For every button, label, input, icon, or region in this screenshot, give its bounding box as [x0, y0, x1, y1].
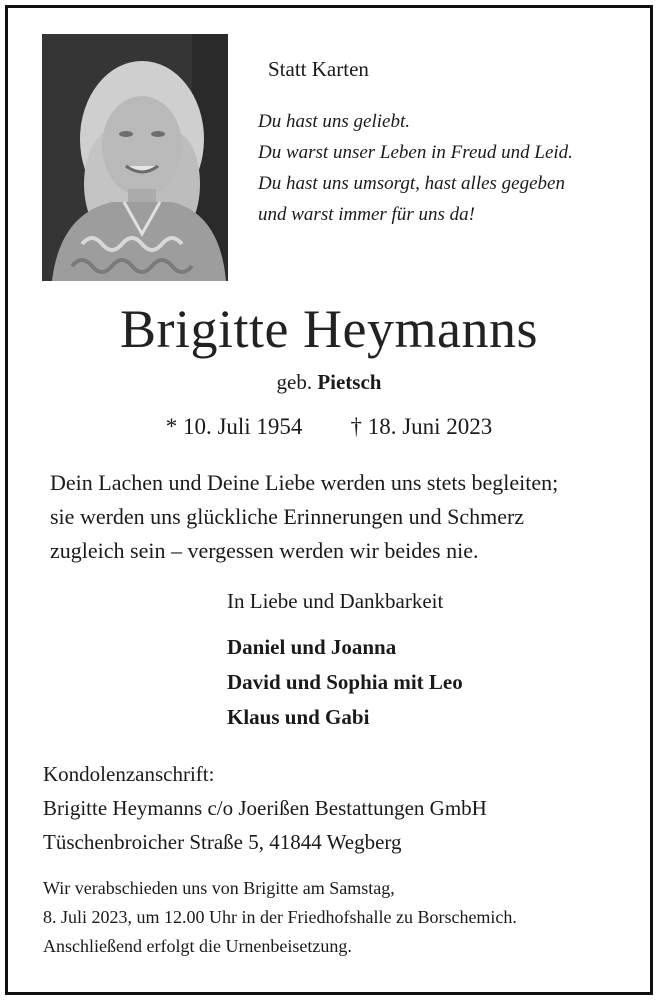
born-prefix: geb. — [276, 370, 313, 394]
verse-line: zugleich sein – vergessen werden wir beides nie. — [50, 538, 479, 563]
poem-line: Du warst unser Leben in Freud und Leid. — [258, 142, 573, 163]
mourner-name: David und Sophia mit Leo — [227, 670, 463, 694]
mourners-intro: In Liebe und Dankbarkeit — [227, 589, 444, 613]
condolence-address — [43, 757, 487, 859]
service-line: 8. Juli 2023, um 12.00 Uhr in der Friedhofshalle zu Borschemich. — [43, 907, 517, 927]
intro-text: Statt Karten — [268, 57, 369, 81]
birth-date: * 10. Juli 1954 — [165, 414, 303, 439]
death-date: † 18. Juni 2023 — [350, 414, 493, 439]
condolence-line: Brigitte Heymanns c/o Joerißen Bestattungen GmbH — [43, 796, 487, 820]
memorial-verse — [50, 466, 558, 568]
deceased-name: Brigitte Heymanns — [120, 299, 538, 359]
condolence-line: Tüschenbroicher Straße 5, 41844 Wegberg — [43, 830, 402, 854]
maiden-name: Pietsch — [317, 370, 382, 394]
portrait-photo — [42, 34, 228, 281]
mourner-name: Daniel und Joanna — [227, 635, 397, 659]
poem-line: Du hast uns umsorgt, hast alles gegeben — [258, 173, 565, 194]
service-line: Wir verabschieden uns von Brigitte am Samstag, — [43, 878, 395, 898]
portrait-image — [42, 34, 228, 281]
poem-line: Du hast uns geliebt. — [258, 111, 410, 132]
life-dates — [0, 414, 658, 440]
service-line: Anschließend erfolgt die Urnenbeisetzung. — [43, 936, 352, 956]
verse-line: Dein Lachen und Deine Liebe werden uns stets begleiten; — [50, 470, 559, 495]
condolence-line: Kondolenzanschrift: — [43, 762, 215, 786]
birth-name — [0, 370, 658, 395]
mourner-name: Klaus und Gabi — [227, 705, 370, 729]
poem-line: und warst immer für uns da! — [258, 204, 475, 225]
service-info — [43, 874, 517, 961]
mourners-list — [227, 630, 463, 735]
poem — [258, 106, 573, 230]
verse-line: sie werden uns glückliche Erinnerungen und Schmerz — [50, 504, 525, 529]
